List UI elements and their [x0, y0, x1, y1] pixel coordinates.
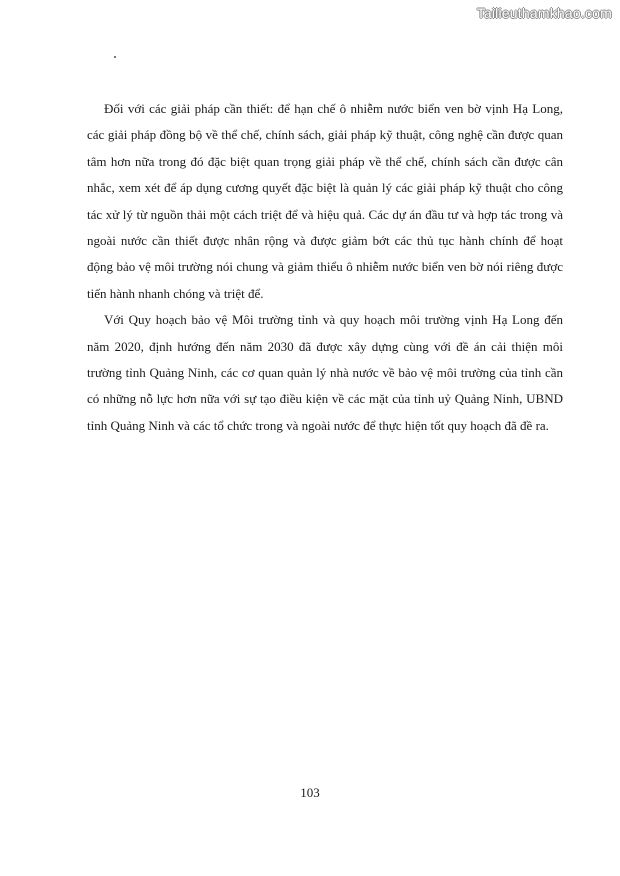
paragraph: Với Quy hoạch bảo vệ Môi trường tỉnh và quy hoạch môi trường vịnh Hạ Long đến năm 2020, định hướng đến năm 2030 đã được xây dựng cùng với đề án cải thiện môi trường tỉnh Quảng Ninh, các cơ quan quản lý nhà nước về bảo vệ môi trường của tỉnh cần có những nỗ lực hơn nữa với sự tạo điều kiện về các mặt của tỉnh uỷ Quảng Ninh, UBND tỉnh Quảng Ninh và các tổ chức trong và ngoài nước để thực hiện tốt quy hoạch đã đề ra. — [87, 312, 563, 433]
page-number: 103 — [300, 785, 320, 800]
paragraph: Đối với các giải pháp cần thiết: để hạn chế ô nhiễm nước biển ven bờ vịnh Hạ Long, các giải pháp đồng bộ về thể chế, chính sách, giải pháp kỹ thuật, công nghệ cần được quan tâm hơn nữa trong đó đặc biệt quan trọng giải pháp về thể chế, chính sách cần được cân nhắc, xem xét để áp dụng cương quyết đặc biệt là quản lý các giải pháp kỹ thuật cho công tác xử lý từ nguồn thải một cách triệt để và hiệu quả. Các dự án đầu tư và hợp tác trong và ngoài nước cần thiết được nhân rộng và được giảm bớt các thủ tục hành chính để hoạt động bảo vệ môi trường nói chung và giảm thiểu ô nhiễm nước biển ven bờ nói riêng được tiến hành nhanh chóng và triệt để. — [87, 101, 563, 301]
watermark: Tailieuthamkhao.com — [476, 5, 612, 21]
scan-speck — [114, 56, 116, 58]
body-text — [87, 96, 563, 439]
